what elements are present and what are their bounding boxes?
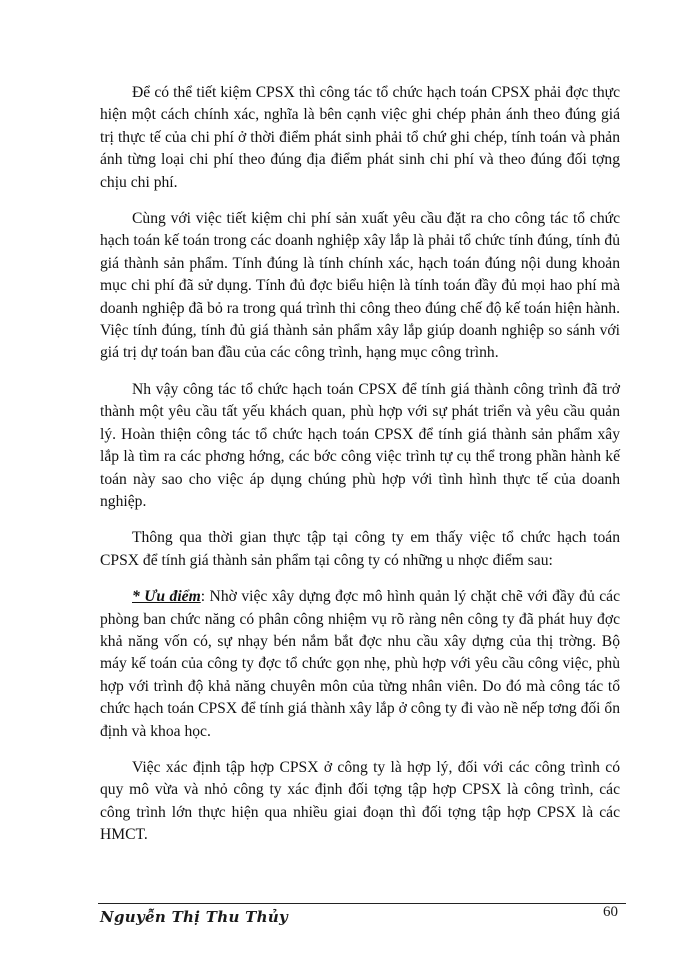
paragraph-1: Để có thể tiết kiệm CPSX thì công tác tổ chức hạch toán CPSX phải đợc thực hiện một cách chính xác, nghĩa là bên cạnh việc ghi chép phản ánh theo đúng giá trị thực tế của chi phí ở thời điểm phát sinh phải tổ chứ ghi chép, tính toán và phản ánh từng loại chi phí theo đúng địa điểm phát sinh chi phí và theo đúng đối tợng chịu chi phí.	[100, 84, 620, 191]
advantages-label: * Ưu điểm	[132, 588, 201, 606]
footer-divider	[98, 903, 626, 904]
paragraph-2: Cùng với việc tiết kiệm chi phí sản xuất yêu cầu đặt ra cho công tác tổ chức hạch toán kế toán trong các doanh nghiệp xây lắp là phải tổ chức tính đúng, tính đủ giá thành sản phẩm. Tính đúng là tính chính xác, hạch toán đúng nội dung khoản mục chi phí đã sử dụng. Tính đủ đợc biểu hiện là tính toán đầy đủ mọi hao phí mà doanh nghiệp đã bỏ ra trong quá trình thi công theo đúng chế độ kế toán hiện hành. Việc tính đúng, tính đủ giá thành sản phẩm xây lắp giúp doanh nghiệp so sánh với giá trị dự toán ban đầu của các công trình, hạng mục công trình.	[100, 210, 620, 362]
footer-author: Nguyễn Thị Thu Thủy	[100, 908, 289, 926]
paragraph-3: Nh vậy công tác tổ chức hạch toán CPSX để tính giá thành công trình đã trở thành một yêu cầu tất yếu khách quan, phù hợp với sự phát triển và yêu cầu quản lý. Hoàn thiện công tác tổ chức hạch toán CPSX để tính giá thành sản phẩm xây lắp là tìm ra các phơng hớng, các bớc công việc trình tự cụ thể trong phần hành kế toán này sao cho việc áp dụng chúng phù hợp với tình hình thực tế của doanh nghiệp.	[100, 380, 620, 510]
paragraph-4: Thông qua thời gian thực tập tại công ty em thấy việc tổ chức hạch toán CPSX để tính giá thành sản phẩm tại công ty có những u nhợc điểm sau:	[100, 529, 620, 569]
paragraph-5	[100, 586, 620, 743]
page-number: 60	[603, 904, 618, 920]
paragraph-6: Việc xác định tập hợp CPSX ở công ty là hợp lý, đối với các công trình có quy mô vừa và nhỏ công ty xác định đối tợng tập hợp CPSX là công trình, các công trình lớn thực hiện qua nhiều giai đoạn thì đối tợng tập hợp CPSX là các HMCT.	[100, 758, 620, 844]
body-text	[100, 82, 620, 861]
paragraph-5-text: : Nhờ việc xây dựng đợc mô hình quản lý chặt chẽ với đầy đủ các phòng ban chức năng có phân công nhiệm vụ rõ ràng nên công ty đã phát huy đợc khả năng vốn có, sự nhạy bén nắm bắt đợc nhu cầu xây dựng của thị trờng. Bộ máy kế toán của công ty đợc tổ chức gọn nhẹ, phù hợp với yêu cầu công việc, phù hợp với trình độ khả năng chuyên môn của từng nhân viên. Do đó mà công tác tổ chức hạch toán CPSX để tính giá thành xây lắp ở công ty đi vào nề nếp tơng đối ổn định và khoa học.	[100, 588, 621, 740]
